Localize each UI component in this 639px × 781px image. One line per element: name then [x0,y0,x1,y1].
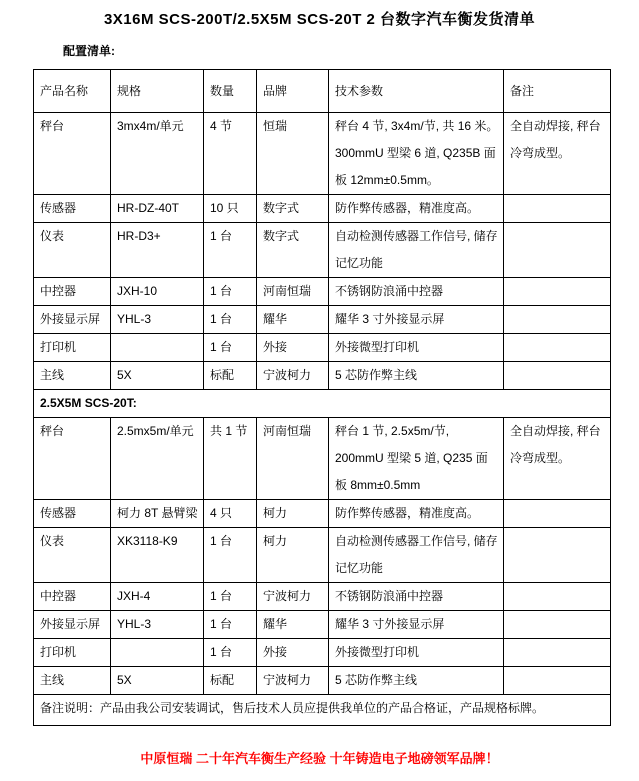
table-cell: 外接显示屏 [34,306,111,334]
table-cell: 河南恒瑞 [257,418,329,500]
table-cell: 耀华 3 寸外接显示屏 [329,611,504,639]
table-cell: 柯力 8T 悬臂梁 [111,500,204,528]
table-cell: 外接显示屏 [34,611,111,639]
table-row [34,639,611,667]
table-cell: 1 台 [204,306,257,334]
table-cell: 恒瑞 [257,113,329,195]
header-cell-tech-params: 技术参数 [329,70,504,113]
table-row [34,362,611,390]
table-cell: 仪表 [34,528,111,583]
table-cell: 耀华 3 寸外接显示屏 [329,306,504,334]
table-cell [504,223,611,278]
table-cell: 秤台 [34,113,111,195]
table-cell [504,667,611,695]
table-cell: 中控器 [34,278,111,306]
table-cell: 4 只 [204,500,257,528]
table-row [34,334,611,362]
table-cell: 共 1 节 [204,418,257,500]
header-cell-quantity: 数量 [204,70,257,113]
table-cell: 不锈钢防浪涌中控器 [329,583,504,611]
section-header-cell: 2.5X5M SCS-20T: [34,390,611,418]
table-row [34,195,611,223]
table-cell [504,583,611,611]
table-row [34,667,611,695]
table-cell [504,528,611,583]
table-cell: JXH-10 [111,278,204,306]
config-list-label: 配置清单: [63,44,115,58]
table-cell: 5X [111,667,204,695]
header-cell-spec: 规格 [111,70,204,113]
table-cell: 宁波柯力 [257,362,329,390]
table-row [34,500,611,528]
table-cell [504,306,611,334]
table-cell: 不锈钢防浪涌中控器 [329,278,504,306]
table-cell: 自动检测传感器工作信号, 储存记忆功能 [329,528,504,583]
table-cell: 柯力 [257,528,329,583]
table-cell: 中控器 [34,583,111,611]
table-cell: 防作弊传感器，精准度高。 [329,500,504,528]
table-cell [111,334,204,362]
table-cell: 1 台 [204,583,257,611]
table-cell: 标配 [204,362,257,390]
table-cell: YHL-3 [111,306,204,334]
table-cell: 自动检测传感器工作信号, 储存记忆功能 [329,223,504,278]
table-cell [504,639,611,667]
table-cell: 2.5mx5m/单元 [111,418,204,500]
table-row [34,528,611,583]
table-cell: 秤台 1 节, 2.5x5m/节, 200mmU 型梁 5 道, Q235 面板 8mm±0.5mm [329,418,504,500]
table-cell: 传感器 [34,195,111,223]
table-cell: 4 节 [204,113,257,195]
table-cell: 1 台 [204,223,257,278]
spec-table [33,69,611,726]
table-cell: 全自动焊接, 秤台冷弯成型。 [504,418,611,500]
table-cell: 打印机 [34,334,111,362]
header-cell-product-name: 产品名称 [34,70,111,113]
table-cell [504,611,611,639]
table-cell: 外接 [257,639,329,667]
section-header-row [34,390,611,418]
table-cell: 1 台 [204,639,257,667]
table-cell [504,278,611,306]
document-title: 3X16M SCS-200T/2.5X5M SCS-20T 2 台数字汽车衡发货清单 [103,11,536,28]
note-row [34,695,611,726]
table-cell: 全自动焊接, 秤台冷弯成型。 [504,113,611,195]
table-cell: 1 台 [204,278,257,306]
table-cell: 1 台 [204,611,257,639]
table-cell [504,362,611,390]
table-cell: 3mx4m/单元 [111,113,204,195]
table-cell [111,639,204,667]
table-cell: 外接 [257,334,329,362]
table-cell: 标配 [204,667,257,695]
table-cell: 1 台 [204,334,257,362]
table-cell: 秤台 [34,418,111,500]
header-cell-remark: 备注 [504,70,611,113]
table-row [34,418,611,500]
table-row [34,113,611,195]
table-cell: 柯力 [257,500,329,528]
table-row [34,278,611,306]
table-cell: 外接微型打印机 [329,334,504,362]
table-cell [504,195,611,223]
table-cell: 耀华 [257,306,329,334]
table-cell: 宁波柯力 [257,583,329,611]
table-cell: HR-D3+ [111,223,204,278]
table-cell: JXH-4 [111,583,204,611]
table-cell: HR-DZ-40T [111,195,204,223]
table-cell: 外接微型打印机 [329,639,504,667]
table-cell: 主线 [34,667,111,695]
table-cell: 河南恒瑞 [257,278,329,306]
table-cell: 5 芯防作弊主线 [329,362,504,390]
table-cell: 仪表 [34,223,111,278]
table-cell: YHL-3 [111,611,204,639]
table-cell: 1 台 [204,528,257,583]
table-cell [504,500,611,528]
table-cell: 5X [111,362,204,390]
table-cell: 5 芯防作弊主线 [329,667,504,695]
table-cell: 主线 [34,362,111,390]
note-cell: 备注说明：产品由我公司安装调试，售后技术人员应提供我单位的产品合格证，产品规格标牌。 [34,695,611,726]
header-cell-brand: 品牌 [257,70,329,113]
table-cell: 10 只 [204,195,257,223]
table-cell: 打印机 [34,639,111,667]
footer-slogan: 中原恒瑞 二十年汽车衡生产经验 十年铸造电子地磅领军品牌！ [140,751,499,766]
table-row [34,611,611,639]
table-cell: 传感器 [34,500,111,528]
table-cell: XK3118-K9 [111,528,204,583]
table-cell [504,334,611,362]
table-row [34,306,611,334]
table-cell: 宁波柯力 [257,667,329,695]
table-row [34,223,611,278]
table-cell: 防作弊传感器，精准度高。 [329,195,504,223]
table-cell: 耀华 [257,611,329,639]
table-cell: 秤台 4 节, 3x4m/节, 共 16 米。300mmU 型梁 6 道, Q235B 面板 12mm±0.5mm。 [329,113,504,195]
table-cell: 数字式 [257,195,329,223]
table-cell: 数字式 [257,223,329,278]
table-row [34,583,611,611]
table-header-row [34,70,611,113]
